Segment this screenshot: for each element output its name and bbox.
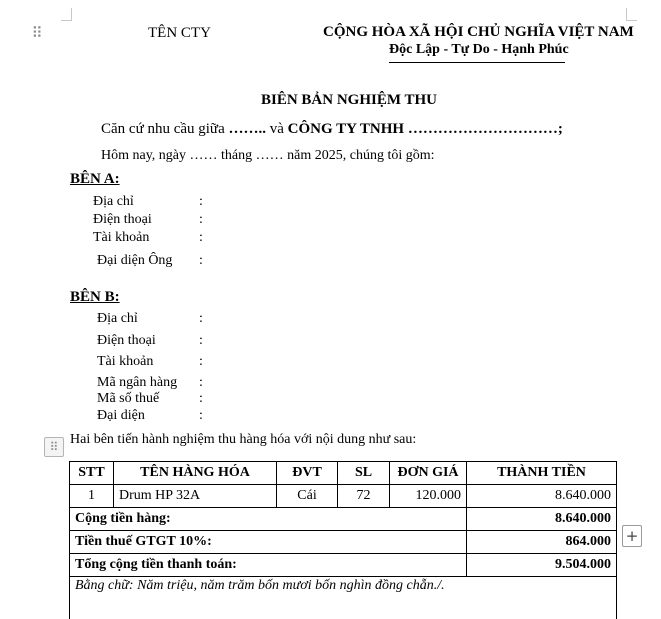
party-b-colon-representative: :: [199, 408, 203, 424]
vat-row: [70, 531, 617, 554]
intro-dots-1: ……..: [228, 121, 266, 137]
subtotal-value: 8.640.000: [467, 508, 617, 531]
party-a-field-account: Tài khoản: [93, 230, 149, 246]
total-row: [70, 554, 617, 577]
add-row-icon[interactable]: +: [622, 525, 642, 547]
intro-dots-2: …………………………;: [404, 121, 563, 137]
goods-table: [69, 461, 617, 619]
table-move-handle-icon[interactable]: ⠿: [44, 437, 64, 457]
party-b-colon-tax-code: :: [199, 391, 203, 407]
party-b-colon-address: :: [199, 311, 203, 327]
party-b-colon-bank-code: :: [199, 375, 203, 391]
cell-unit-price: 120.000: [390, 485, 467, 508]
subtotal-row: [70, 508, 617, 531]
intro-mid: và: [266, 121, 288, 137]
header-quantity: SL: [338, 462, 390, 485]
vat-value: 864.000: [467, 531, 617, 554]
motto: Độc Lập - Tự Do - Hạnh Phúc: [389, 42, 569, 58]
party-b-heading: BÊN B:: [70, 289, 120, 306]
crop-mark-top-left: [61, 8, 72, 21]
country-name: CỘNG HÒA XÃ HỘI CHỦ NGHĨA VIỆT NAM: [323, 24, 634, 41]
party-a-colon-phone: :: [199, 212, 203, 228]
party-b-field-account: Tài khoản: [97, 354, 153, 370]
party-b-field-representative: Đại diện: [97, 408, 145, 424]
amount-in-words: Bằng chữ: Năm triệu, năm trăm bốn mươi bốn nghìn đồng chẵn./.: [70, 577, 617, 619]
party-b-field-tax-code: Mã số thuế: [97, 391, 159, 407]
header-stt: STT: [70, 462, 114, 485]
crop-mark-top-right: [626, 8, 637, 21]
total-value: 9.504.000: [467, 554, 617, 577]
intro-prefix: Căn cứ nhu cầu giữa: [101, 121, 228, 137]
cell-stt: 1: [70, 485, 114, 508]
subtotal-label: Cộng tiền hàng:: [70, 508, 467, 531]
table-row: [70, 485, 617, 508]
party-b-field-address: Địa chỉ: [97, 311, 138, 327]
motto-underline: [389, 62, 565, 63]
table-header-row: [70, 462, 617, 485]
statement-line: Hai bên tiến hành nghiệm thu hàng hóa với nội dung như sau:: [70, 432, 416, 448]
party-b-field-bank-code: Mã ngân hàng: [97, 375, 177, 391]
party-a-field-address: Địa chỉ: [93, 194, 134, 210]
total-label: Tổng cộng tiền thanh toán:: [70, 554, 467, 577]
header-unit-price: ĐƠN GIÁ: [390, 462, 467, 485]
party-a-colon-representative: :: [199, 253, 203, 269]
cell-unit: Cái: [277, 485, 338, 508]
party-a-heading: BÊN A:: [70, 171, 120, 188]
party-b-colon-phone: :: [199, 333, 203, 349]
document-title: BIÊN BẢN NGHIỆM THU: [261, 92, 437, 109]
cell-item-name: Drum HP 32A: [114, 485, 277, 508]
party-a-colon-address: :: [199, 194, 203, 210]
party-a-colon-account: :: [199, 230, 203, 246]
header-item-name: TÊN HÀNG HÓA: [114, 462, 277, 485]
header-amount: THÀNH TIỀN: [467, 462, 617, 485]
party-b-field-phone: Điện thoại: [97, 333, 156, 349]
intro-line-2: Hôm nay, ngày …… tháng …… năm 2025, chúng tôi gồm:: [101, 148, 435, 164]
cell-amount: 8.640.000: [467, 485, 617, 508]
in-words-row: [70, 577, 617, 619]
header-unit: ĐVT: [277, 462, 338, 485]
intro-line-1: [101, 121, 563, 138]
party-b-colon-account: :: [199, 354, 203, 370]
vat-label: Tiền thuế GTGT 10%:: [70, 531, 467, 554]
cell-quantity: 72: [338, 485, 390, 508]
party-a-field-phone: Điện thoại: [93, 212, 152, 228]
drag-handle-icon[interactable]: ⠿: [28, 24, 46, 42]
company-name: TÊN CTY: [148, 25, 211, 42]
party-a-field-representative: Đại diện Ông: [97, 253, 172, 269]
intro-company: CÔNG TY TNHH: [288, 121, 404, 137]
